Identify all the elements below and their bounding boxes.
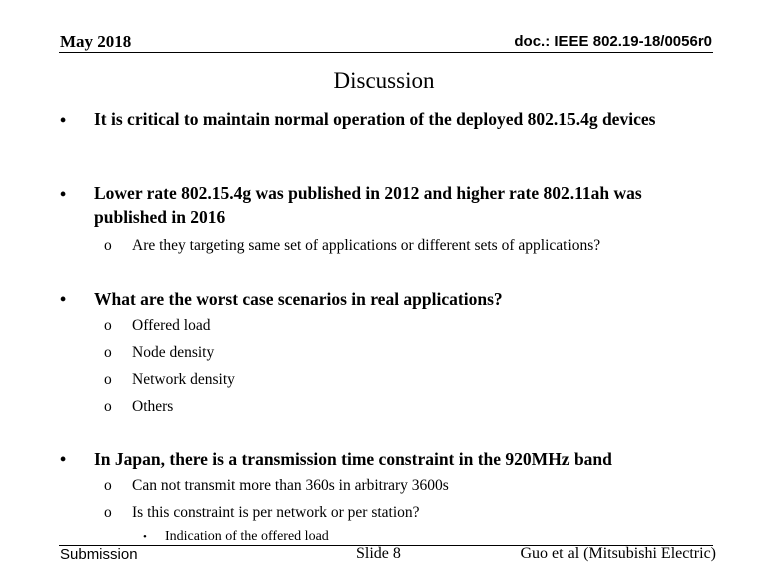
- slide-title: Discussion: [333, 68, 435, 93]
- bullet-text: Lower rate 802.15.4g was published in 2012 and higher rate 802.11ah was published in 2016: [94, 183, 642, 227]
- footer-submission: Submission: [60, 546, 138, 563]
- sub-sub-bullet-text: Indication of the offered load: [165, 529, 329, 544]
- sub-sub-bullet-marker: •: [143, 531, 147, 543]
- sub-bullet-text: Is this constraint is per network or per station?: [132, 504, 420, 521]
- header-rule: [59, 52, 713, 53]
- sub-bullet-text: Offered load: [132, 317, 211, 334]
- sub-bullet-marker: o: [104, 344, 112, 361]
- bullet-marker: •: [60, 184, 67, 204]
- sub-bullet-text: Others: [132, 398, 174, 415]
- sub-bullet-marker: o: [104, 477, 112, 494]
- header-date: May 2018: [60, 32, 132, 51]
- bullet-marker: •: [60, 110, 67, 130]
- sub-bullet-text: Can not transmit more than 360s in arbitrary 3600s: [132, 477, 449, 494]
- sub-bullet-text: Node density: [132, 344, 215, 361]
- bullet-marker: •: [60, 289, 67, 309]
- sub-bullet-marker: o: [104, 317, 112, 334]
- sub-bullet-marker: o: [104, 398, 112, 415]
- sub-bullet-marker: o: [104, 371, 112, 388]
- bullet-text: In Japan, there is a transmission time constraint in the 920MHz band: [94, 449, 612, 469]
- bullet-text: It is critical to maintain normal operation of the deployed 802.15.4g devices: [94, 109, 656, 129]
- sub-bullet-marker: o: [104, 237, 112, 254]
- sub-bullet-marker: o: [104, 504, 112, 521]
- footer-slide-number: Slide 8: [356, 545, 401, 562]
- bullet-marker: •: [60, 449, 67, 469]
- sub-bullet-text: Network density: [132, 371, 235, 388]
- sub-bullet-text: Are they targeting same set of applications or different sets of applications?: [132, 237, 601, 254]
- header-doc-id: doc.: IEEE 802.19-18/0056r0: [514, 33, 712, 50]
- footer-authors: Guo et al (Mitsubishi Electric): [520, 545, 716, 562]
- bullet-text: What are the worst case scenarios in real applications?: [94, 289, 503, 309]
